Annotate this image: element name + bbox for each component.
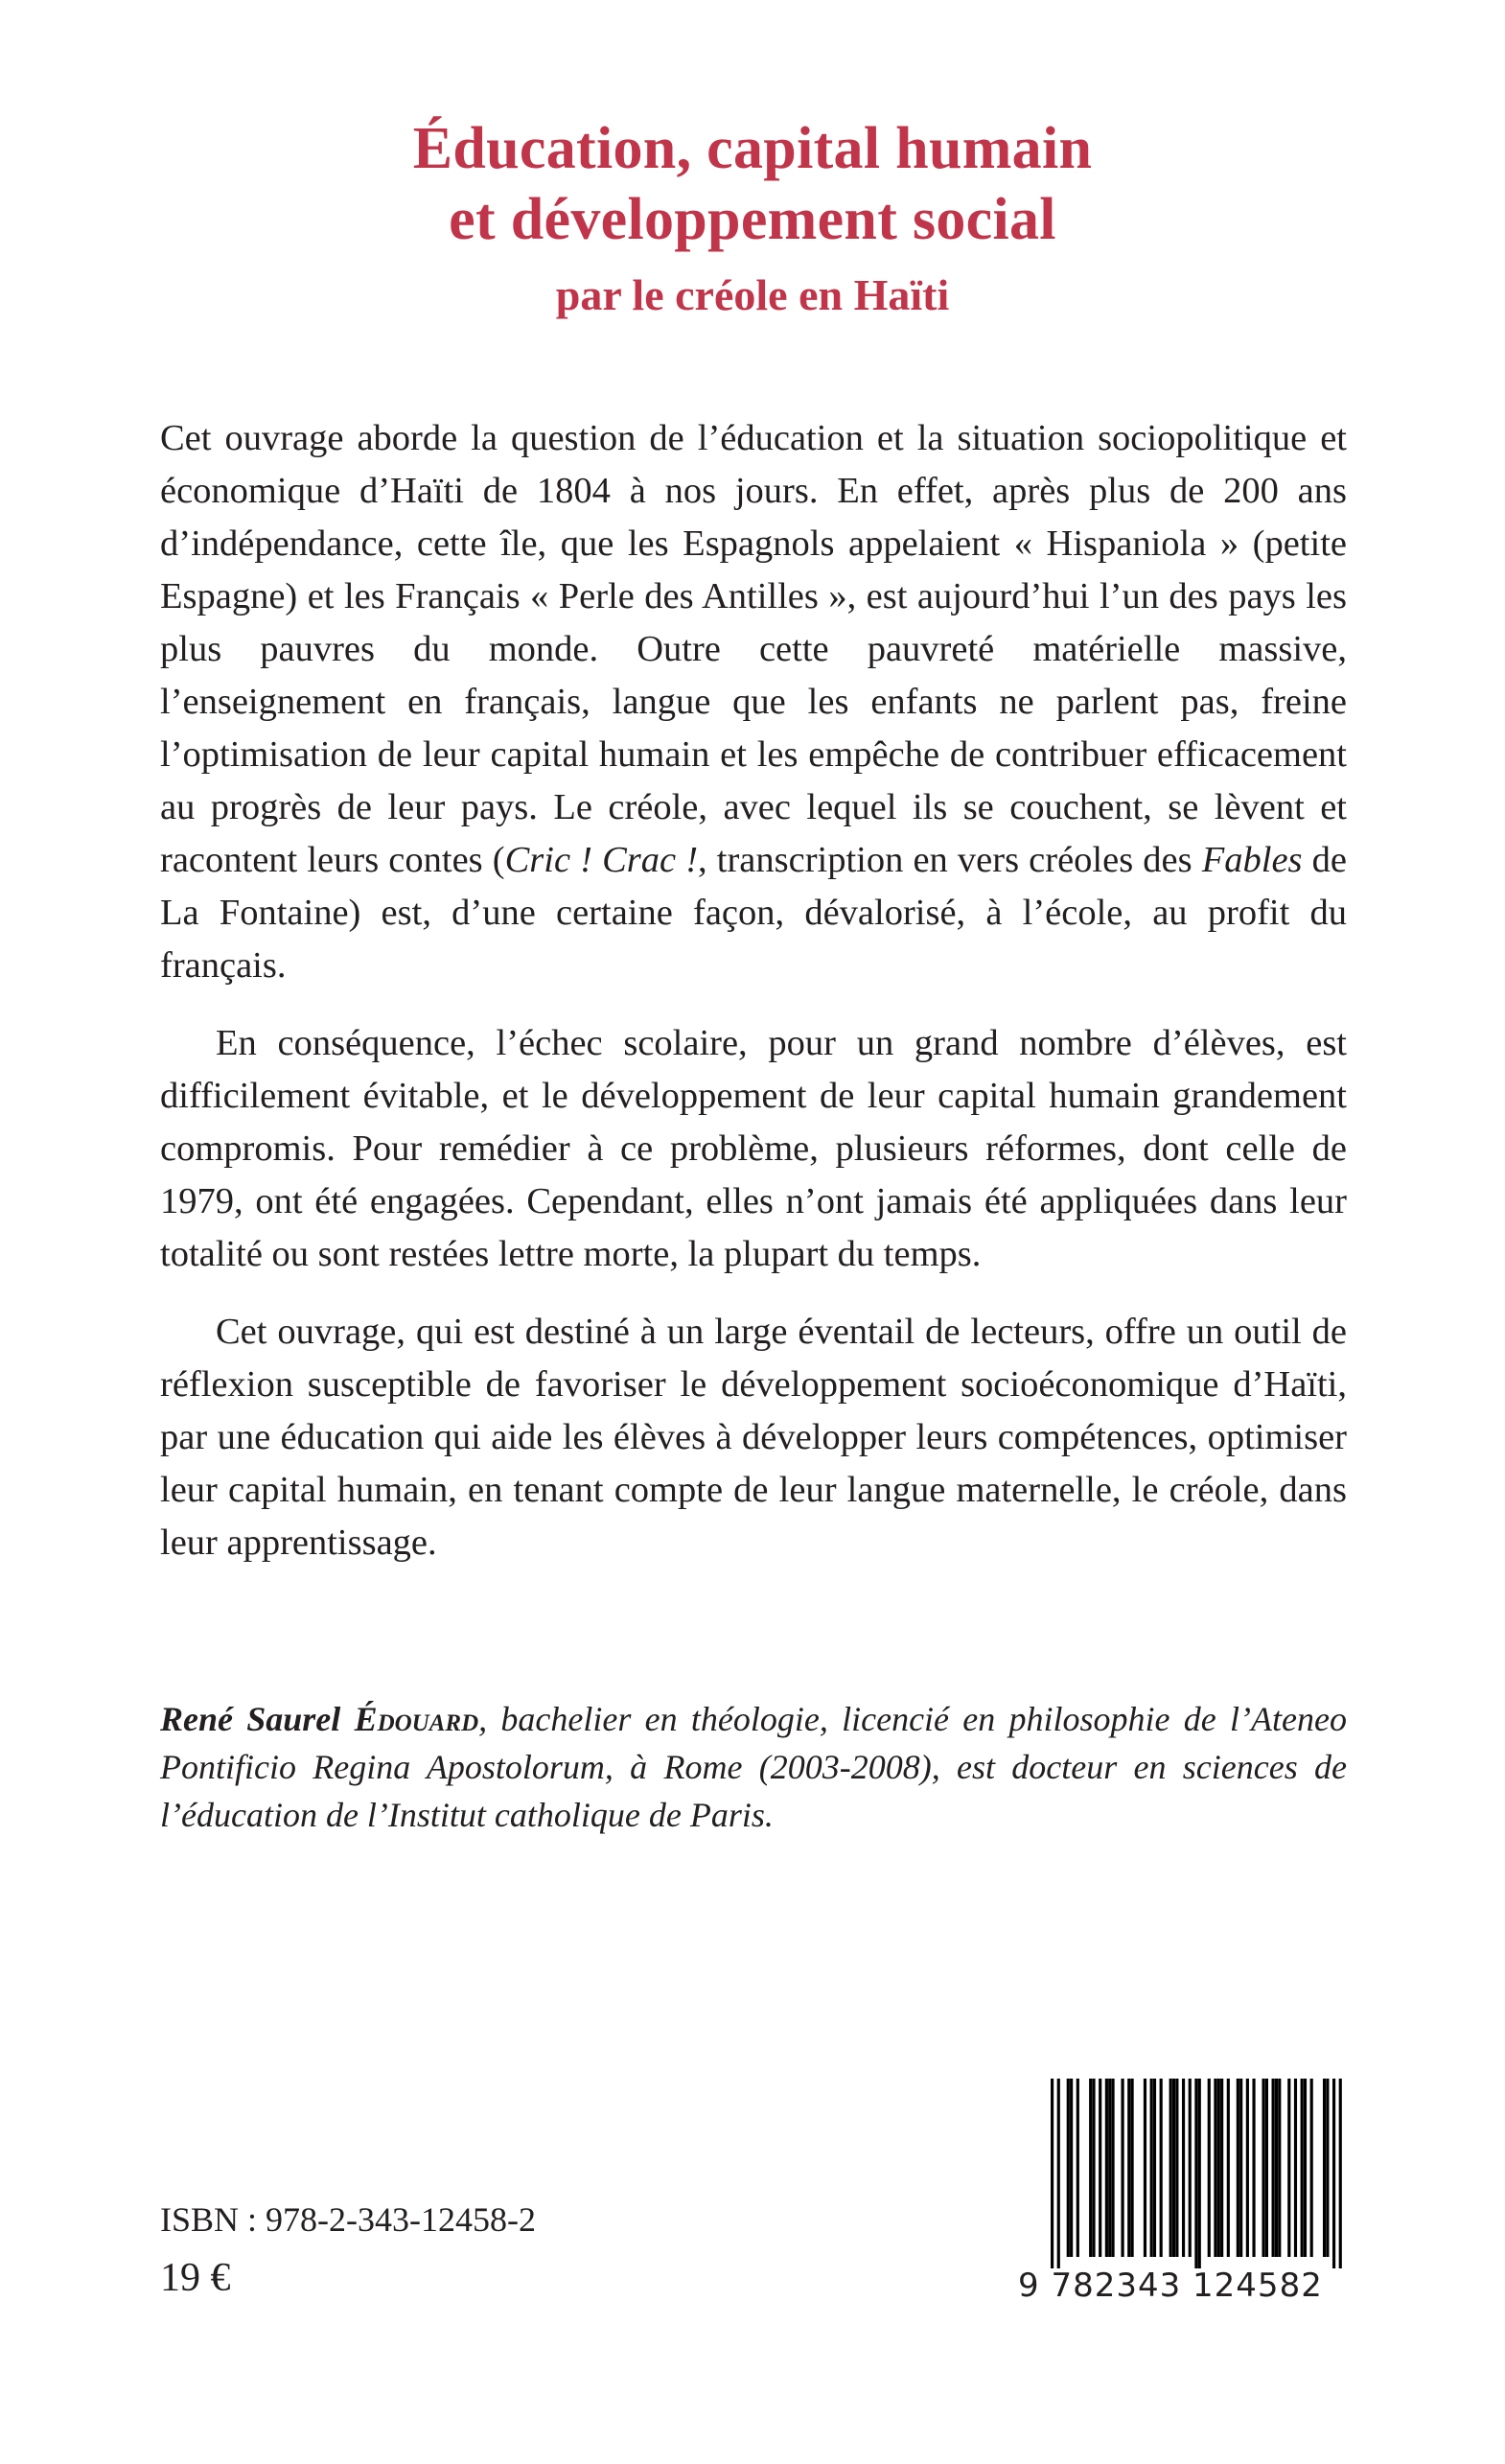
barcode-bar [1323,2079,1326,2257]
barcode-bar [1108,2079,1111,2257]
barcode [1018,2079,1354,2314]
barcode-bar [1150,2079,1153,2257]
barcode-bar [1153,2079,1156,2257]
barcode-bar [1227,2079,1230,2257]
barcode-bar [1208,2079,1211,2257]
price-label: 19 € [160,2256,231,2300]
barcode-bar [1089,2079,1092,2257]
book-title-line-1: Éducation, capital humain [412,116,1093,181]
barcode-bars-graphic [1051,2079,1342,2268]
barcode-bar [1182,2079,1185,2257]
barcode-bar [1310,2079,1313,2257]
isbn-label: ISBN : 978-2-343-12458-2 [160,2200,536,2239]
barcode-bar [1111,2079,1114,2257]
author-surname: Édouard [354,1700,479,1738]
author-bio [160,1695,1347,1839]
barcode-bar [1144,2079,1146,2257]
barcode-bar [1275,2079,1278,2257]
barcode-bar [1262,2079,1264,2257]
book-title-line-2: et développement social [449,187,1056,252]
barcode-bar [1092,2079,1095,2257]
blurb-paragraph-3: Cet ouvrage, qui est destiné à un large éventail de lecteurs, offre un outil de réflexion susceptible de favoriser le développement socioéconomique d’Haïti, par une éducation qui aide les élèves à développer leurs compétences, optimiser leur capital humain, en tenant compte de leur langue maternelle, le créole, dans leur apprentissage. [160,1312,1347,1563]
barcode-bar [1189,2079,1192,2257]
barcode-bar [1287,2079,1290,2257]
barcode-bar [1175,2079,1178,2257]
barcode-bar [1169,2079,1172,2257]
barcode-bar [1246,2079,1249,2257]
barcode-bar [1067,2079,1070,2257]
barcode-bar [1304,2079,1307,2257]
barcode-bar [1051,2079,1054,2268]
barcode-bar [1160,2079,1163,2257]
barcode-bar [1339,2079,1342,2268]
barcode-bar [1217,2079,1220,2257]
barcode-bar [1294,2079,1297,2257]
barcode-bar [1121,2079,1123,2257]
barcode-bar [1198,2079,1201,2268]
cover-title-block [0,113,1505,324]
barcode-bar [1077,2079,1079,2257]
barcode-bar [1301,2079,1304,2257]
blurb-paragraph-1: Cet ouvrage aborde la question de l’éducation et la situation sociopolitique et économique d’Haïti de 1804 à nos jours. En effet, après plus de 200 ans d’indépendance, cette île, que les Espagnols appelaient « Hispaniola » (petite Espagne) et les Français « Perle des Antilles », est aujourd’hui l’un des pays les plus pauvres du monde. Outre cette pauvreté matérielle massive, l’enseignement en français, langue que les enfants ne parlent pas, freine l’optimisation de leur capital humain et les empêche de contribuer efficacement au progrès de leur pays. Le créole, avec lequel ils se couchent, se lèvent et racontent leurs contes (Cric ! Crac !, transcription en vers créoles des Fables de La Fontaine) est, d’une certaine façon, dévalorisé, à l’école, au profit du français. [160,418,1347,986]
barcode-bar [1220,2079,1223,2257]
barcode-bar [1194,2079,1197,2268]
barcode-digits: 9 782343 124582 [1018,2266,1323,2305]
barcode-bar [1265,2079,1268,2257]
author-name: René Saurel Édouard [160,1700,479,1738]
blurb-italic-title-cric-crac: Cric ! Crac ! [504,840,699,880]
barcode-bar [1127,2079,1130,2257]
barcode-bar [1326,2079,1329,2257]
barcode-bar [1172,2079,1175,2257]
barcode-bar [1272,2079,1275,2257]
barcode-bar [1131,2079,1134,2257]
barcode-bar [1332,2079,1335,2268]
book-subtitle: par le créole en Haïti [555,270,950,319]
blurb-paragraph-2: En conséquence, l’échec scolaire, pour un grand nombre d’élèves, est difficilement évitable, et le développement de leur capital humain grandement compromis. Pour remédier à ce problème, plusieurs réformes, dont celle de 1979, ont été engagées. Cependant, elles n’ont jamais été appliquées dans leur totalité ou sont restées lettre morte, la plupart du temps. [160,1023,1347,1274]
author-bio-text: , bachelier en théologie, licencié en philosophie de l’Ateneo Pontificio Regina Apostolorum, à Rome (2003-2008), est docteur en sciences de l’éducation de l’Institut catholique de Paris. [160,1700,1347,1834]
barcode-bar [1278,2079,1281,2257]
back-cover-blurb [160,412,1347,1594]
barcode-bar [1105,2079,1108,2257]
blurb-italic-title-fables: Fables [1201,840,1303,880]
barcode-bar [1239,2079,1242,2257]
barcode-bar [1252,2079,1255,2257]
barcode-bar [1214,2079,1216,2257]
barcode-bar [1057,2079,1060,2268]
barcode-bar [1237,2079,1239,2257]
barcode-bar [1099,2079,1101,2257]
barcode-bar [1070,2079,1073,2257]
